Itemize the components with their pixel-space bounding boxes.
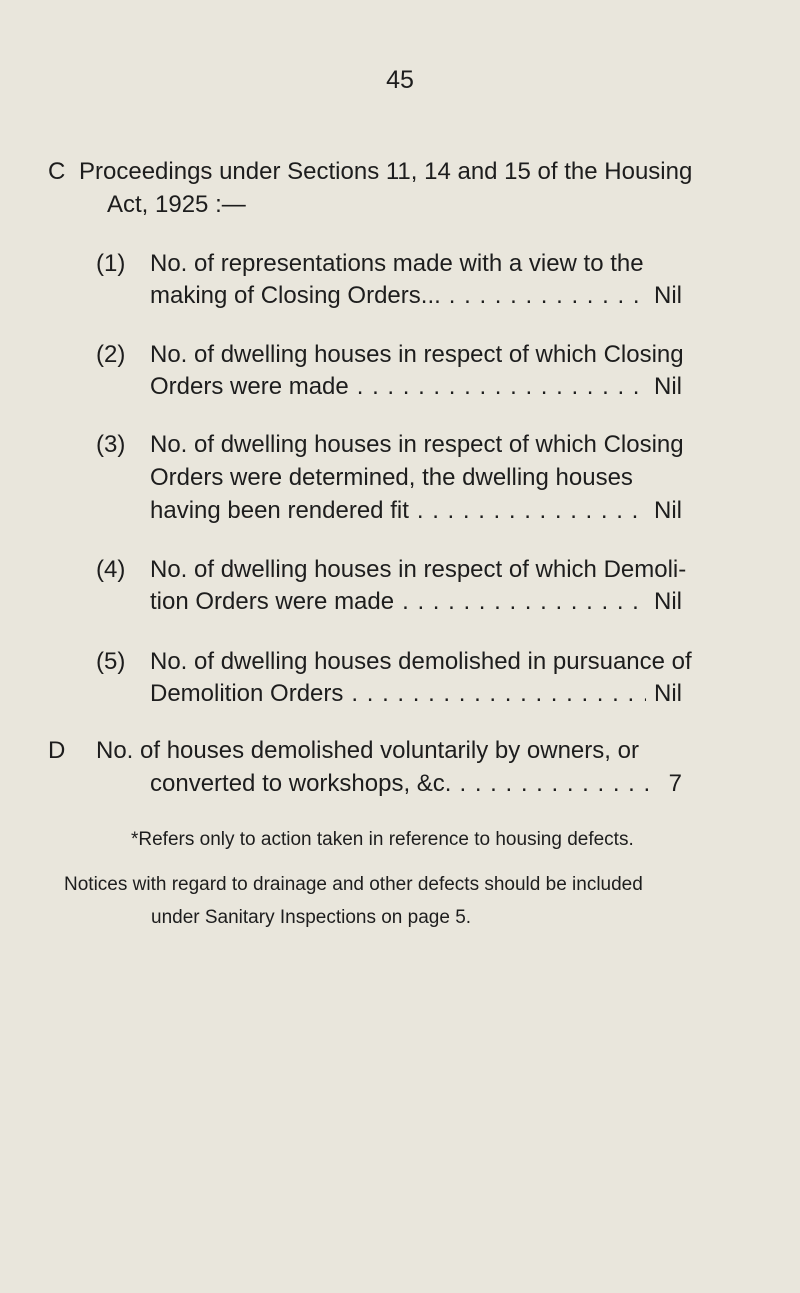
- item-1-value: Nil: [654, 282, 682, 309]
- section-d-last-line: converted to workshops, &c.: [150, 770, 452, 797]
- item-3-line2: Orders were determined, the dwelling houses: [150, 464, 633, 491]
- section-d-line1: No. of houses demolished voluntarily by owners, or: [96, 737, 639, 764]
- item-4-line1: No. of dwelling houses in respect of which Demoli-: [150, 556, 687, 583]
- item-2-leader-line: [150, 372, 682, 402]
- section-d-leader-line: [150, 769, 682, 799]
- item-2-number: (2): [96, 341, 126, 368]
- dot-leader: [402, 587, 646, 617]
- dot-leader: [357, 372, 646, 402]
- item-4-number: (4): [96, 556, 126, 583]
- section-c-heading-line1: Proceedings under Sections 11, 14 and 15 of the Housing: [79, 158, 693, 185]
- item-5-value: Nil: [654, 680, 682, 707]
- item-1-number: (1): [96, 250, 126, 277]
- item-3-leader-line: [150, 496, 682, 526]
- item-1-leader-line: [150, 281, 682, 311]
- item-4-leader-line: [150, 587, 682, 617]
- item-5-leader-line: [150, 679, 682, 709]
- footnote-refers: *Refers only to action taken in reference to housing defects.: [131, 829, 634, 850]
- footnote-notices-line1: Notices with regard to drainage and other defects should be included: [64, 874, 643, 895]
- dot-leader: [417, 496, 646, 526]
- dot-leader: [449, 281, 646, 311]
- footnote-notices-line2: under Sanitary Inspections on page 5.: [151, 907, 472, 928]
- item-5-line1: No. of dwelling houses demolished in pursuance of: [150, 648, 692, 675]
- section-d-marker: D: [48, 737, 66, 764]
- item-5-number: (5): [96, 648, 126, 675]
- item-1-last-line: making of Closing Orders...: [150, 282, 441, 309]
- item-5-last-line: Demolition Orders: [150, 680, 344, 707]
- section-d-value: 7: [668, 770, 682, 797]
- section-c-marker: C: [48, 158, 66, 185]
- item-4-value: Nil: [654, 588, 682, 615]
- item-2-line1: No. of dwelling houses in respect of which Closing: [150, 341, 684, 368]
- item-3-value: Nil: [654, 497, 682, 524]
- item-1-line1: No. of representations made with a view to the: [150, 250, 644, 277]
- item-4-last-line: tion Orders were made: [150, 588, 395, 615]
- item-3-line1: No. of dwelling houses in respect of which Closing: [150, 431, 684, 458]
- dot-leader: [459, 769, 660, 799]
- item-3-last-line: having been rendered fit: [150, 497, 409, 524]
- section-c-heading-line2: Act, 1925 :—: [107, 191, 246, 218]
- item-3-number: (3): [96, 431, 126, 458]
- page-number: 45: [386, 66, 414, 94]
- item-2-last-line: Orders were made: [150, 373, 349, 400]
- item-2-value: Nil: [654, 373, 682, 400]
- dot-leader: [351, 679, 646, 709]
